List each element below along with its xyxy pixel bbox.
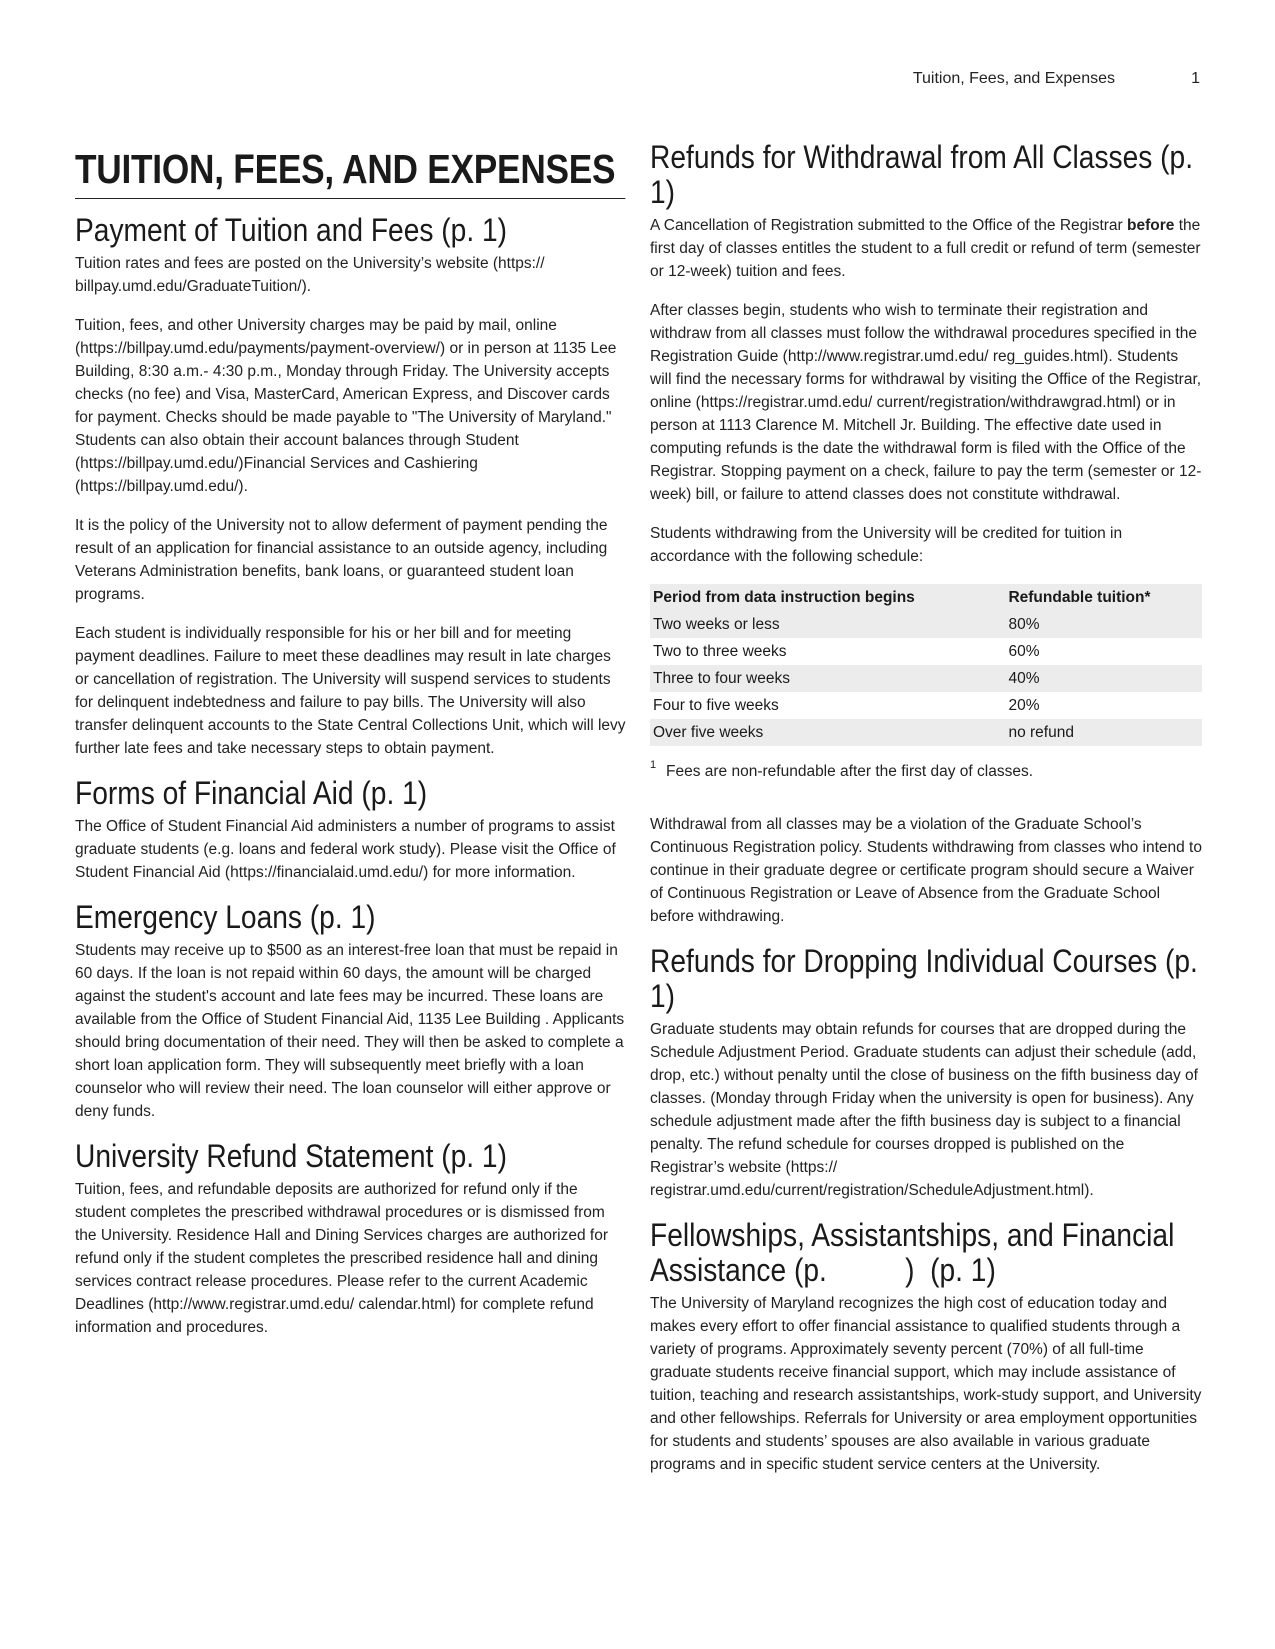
heading-dropping-courses: Refunds for Dropping Individual Courses (p. 1) <box>650 943 1198 1014</box>
paragraph: The University of Maryland recognizes the high cost of education today and makes every effort to offer financial assistance to qualified students through a variety of programs. Approximately seventy percent (70%) of all full-time graduate students receive financial support, which may include assistance of tuition, teaching and research assistantships, work-study support, and University and other fellowships. Referrals for University or area employment opportunities for students and students’ spouses are also available in various graduate programs and in specific student service centers at the University. <box>650 1295 1202 1473</box>
cell-period: Four to five weeks <box>653 696 779 714</box>
heading-emergency-loans: Emergency Loans (p. 1) <box>75 899 376 935</box>
cell-period: Over five weeks <box>650 719 1005 746</box>
paragraph: Graduate students may obtain refunds for courses that are dropped during the Schedule Adjustment Period. Graduate students can adjust their schedule (add, drop, etc.) without penalty until the close of business on the fifth business day of classes. (Monday through Friday when the university is open for business). Any schedule adjustment made after the fifth business day is subject to a financial penalty. The refund schedule for courses dropped is published on the Registrar’s website (https:// registrar.umd.edu/current/registration/ScheduleAdjustment.html). <box>650 1021 1198 1199</box>
cell-refund: no refund <box>1005 719 1202 746</box>
paragraph: Withdrawal from all classes may be a violation of the Graduate School’s Continuous Registration policy. Students withdrawing from classes who intend to continue in their graduate degree or certificate program should secure a Waiver of Continuous Registration or Leave of Absence from the Graduate School before withdrawing. <box>650 816 1202 925</box>
page-number: 1 <box>1191 70 1200 87</box>
cell-refund: 20% <box>1008 696 1040 714</box>
table-row <box>650 638 1202 665</box>
heading-payment: Payment of Tuition and Fees (p. 1) <box>75 212 508 248</box>
left-column <box>75 140 627 1355</box>
cell-period: Two to three weeks <box>653 642 787 660</box>
paragraph <box>650 214 1202 283</box>
table-row <box>650 611 1202 638</box>
column-header-period: Period from data instruction begins <box>650 584 1005 611</box>
text-run: A Cancellation of Registration submitted to the Office of the Registrar <box>650 217 1128 234</box>
paragraph: It is the policy of the University not to allow deferment of payment pending the result of an application for financial assistance to an outside agency, including Veterans Administration benefits, bank loans, or guaranteed student loan programs. <box>75 517 608 603</box>
document-title: TUITION, FEES, AND EXPENSES <box>75 146 626 199</box>
column-header-refund: Refundable tuition* <box>1005 584 1202 611</box>
cell-period: Two weeks or less <box>650 611 1005 638</box>
cell-refund: 80% <box>1005 611 1202 638</box>
heading-refund-statement: University Refund Statement (p. 1) <box>75 1138 507 1174</box>
paragraph: Tuition, fees, and refundable deposits are authorized for refund only if the student completes the prescribed withdrawal procedures or is dismissed from the University. Residence Hall and Dining Services charges are authorized for refund only if the student completes the prescribed residence hall and dining services contract release procedures. Please refer to the current Academic Deadlines (http://www.registrar.umd.edu/ calendar.html) for complete refund information and procedures. <box>75 1181 609 1336</box>
paragraph: Students withdrawing from the University will be credited for tuition in accordance with the following schedule: <box>650 525 1123 565</box>
running-header <box>0 70 1275 94</box>
paragraph: Tuition rates and fees are posted on the University’s website (https:// billpay.umd.edu/GraduateTuition/). <box>75 255 545 295</box>
paragraph: After classes begin, students who wish to terminate their registration and withdraw from all classes must follow the withdrawal procedures specified in the Registration Guide (http://www.registrar.umd.edu/ reg_guides.html). Students will find the necessary forms for withdrawal by visiting the Office of the Registrar, online (https://registrar.umd.edu/ current/registration/withdrawgrad.html) or in person at 1113 Clarence M. Mitchell Jr. Building. The effective date used in computing refunds is the date the withdrawal form is filed with the Office of the Registrar. Stopping payment on a check, failure to pay the term (semester or 12-week) bill, or failure to attend classes does not constitute withdrawal. <box>650 302 1202 503</box>
cell-refund: 60% <box>1008 642 1040 660</box>
paragraph: The Office of Student Financial Aid administers a number of programs to assist graduate students (e.g. loans and federal work study). Please visit the Office of Student Financial Aid (https://financialaid.umd.edu/) for more information. <box>75 818 616 881</box>
paragraph: Each student is individually responsible for his or her bill and for meeting payment deadlines. Failure to meet these deadlines may result in late charges or cancellation of registration. The University will suspend services to students for delinquent indebtedness and failure to pay bills. The University will also transfer delinquent accounts to the State Central Collections Unit, which will levy further late fees and take necessary steps to obtain payment. <box>75 625 626 757</box>
heading-fellowships: Fellowships, Assistantships, and Financial Assistance (p. ) (p. 1) <box>650 1217 1181 1288</box>
cell-refund: 40% <box>1005 665 1202 692</box>
emphasis-before: before <box>1127 217 1175 234</box>
text-run: the first day of classes entitles the student to a full credit or refund of term (semester or 12-week) tuition and fees. <box>650 217 1201 280</box>
table-header-row <box>650 584 1202 611</box>
running-title: Tuition, Fees, and Expenses <box>912 70 1115 87</box>
heading-financial-aid: Forms of Financial Aid (p. 1) <box>75 775 428 811</box>
footnote <box>650 760 1202 783</box>
footnote-text: Fees are non-refundable after the first day of classes. <box>666 763 1034 780</box>
cell-period: Three to four weeks <box>650 665 1005 692</box>
footnote-marker: 1 <box>650 759 657 771</box>
right-column <box>650 140 1202 1492</box>
paragraph: Tuition, fees, and other University charges may be paid by mail, online (https://billpay.umd.edu/payments/payment-overview/) or in person at 1135 Lee Building, 8:30 a.m.- 4:30 p.m., Monday through Friday. The University accepts checks (no fee) and Visa, MasterCard, American Express, and Discover cards for payment. Checks should be made payable to "The University of Maryland." Students can also obtain their account balances through Student (https://billpay.umd.edu/)Financial Services and Cashiering (https://billpay.umd.edu/). <box>75 317 617 495</box>
table-row <box>650 692 1202 719</box>
table-row <box>650 665 1202 692</box>
refund-schedule-table <box>650 584 1202 746</box>
paragraph: Students may receive up to $500 as an interest-free loan that must be repaid in 60 days. If the loan is not repaid within 60 days, the amount will be charged against the student's account and late fees may be incurred. These loans are available from the Office of Student Financial Aid, 1135 Lee Building . Applicants should bring documentation of their need. They will then be asked to complete a short loan application form. They will subsequently meet briefly with a loan counselor who will review their need. The loan counselor will either approve or deny funds. <box>75 942 625 1120</box>
table-row <box>650 719 1202 746</box>
heading-withdrawal-refunds: Refunds for Withdrawal from All Classes (p. 1) <box>650 139 1194 210</box>
